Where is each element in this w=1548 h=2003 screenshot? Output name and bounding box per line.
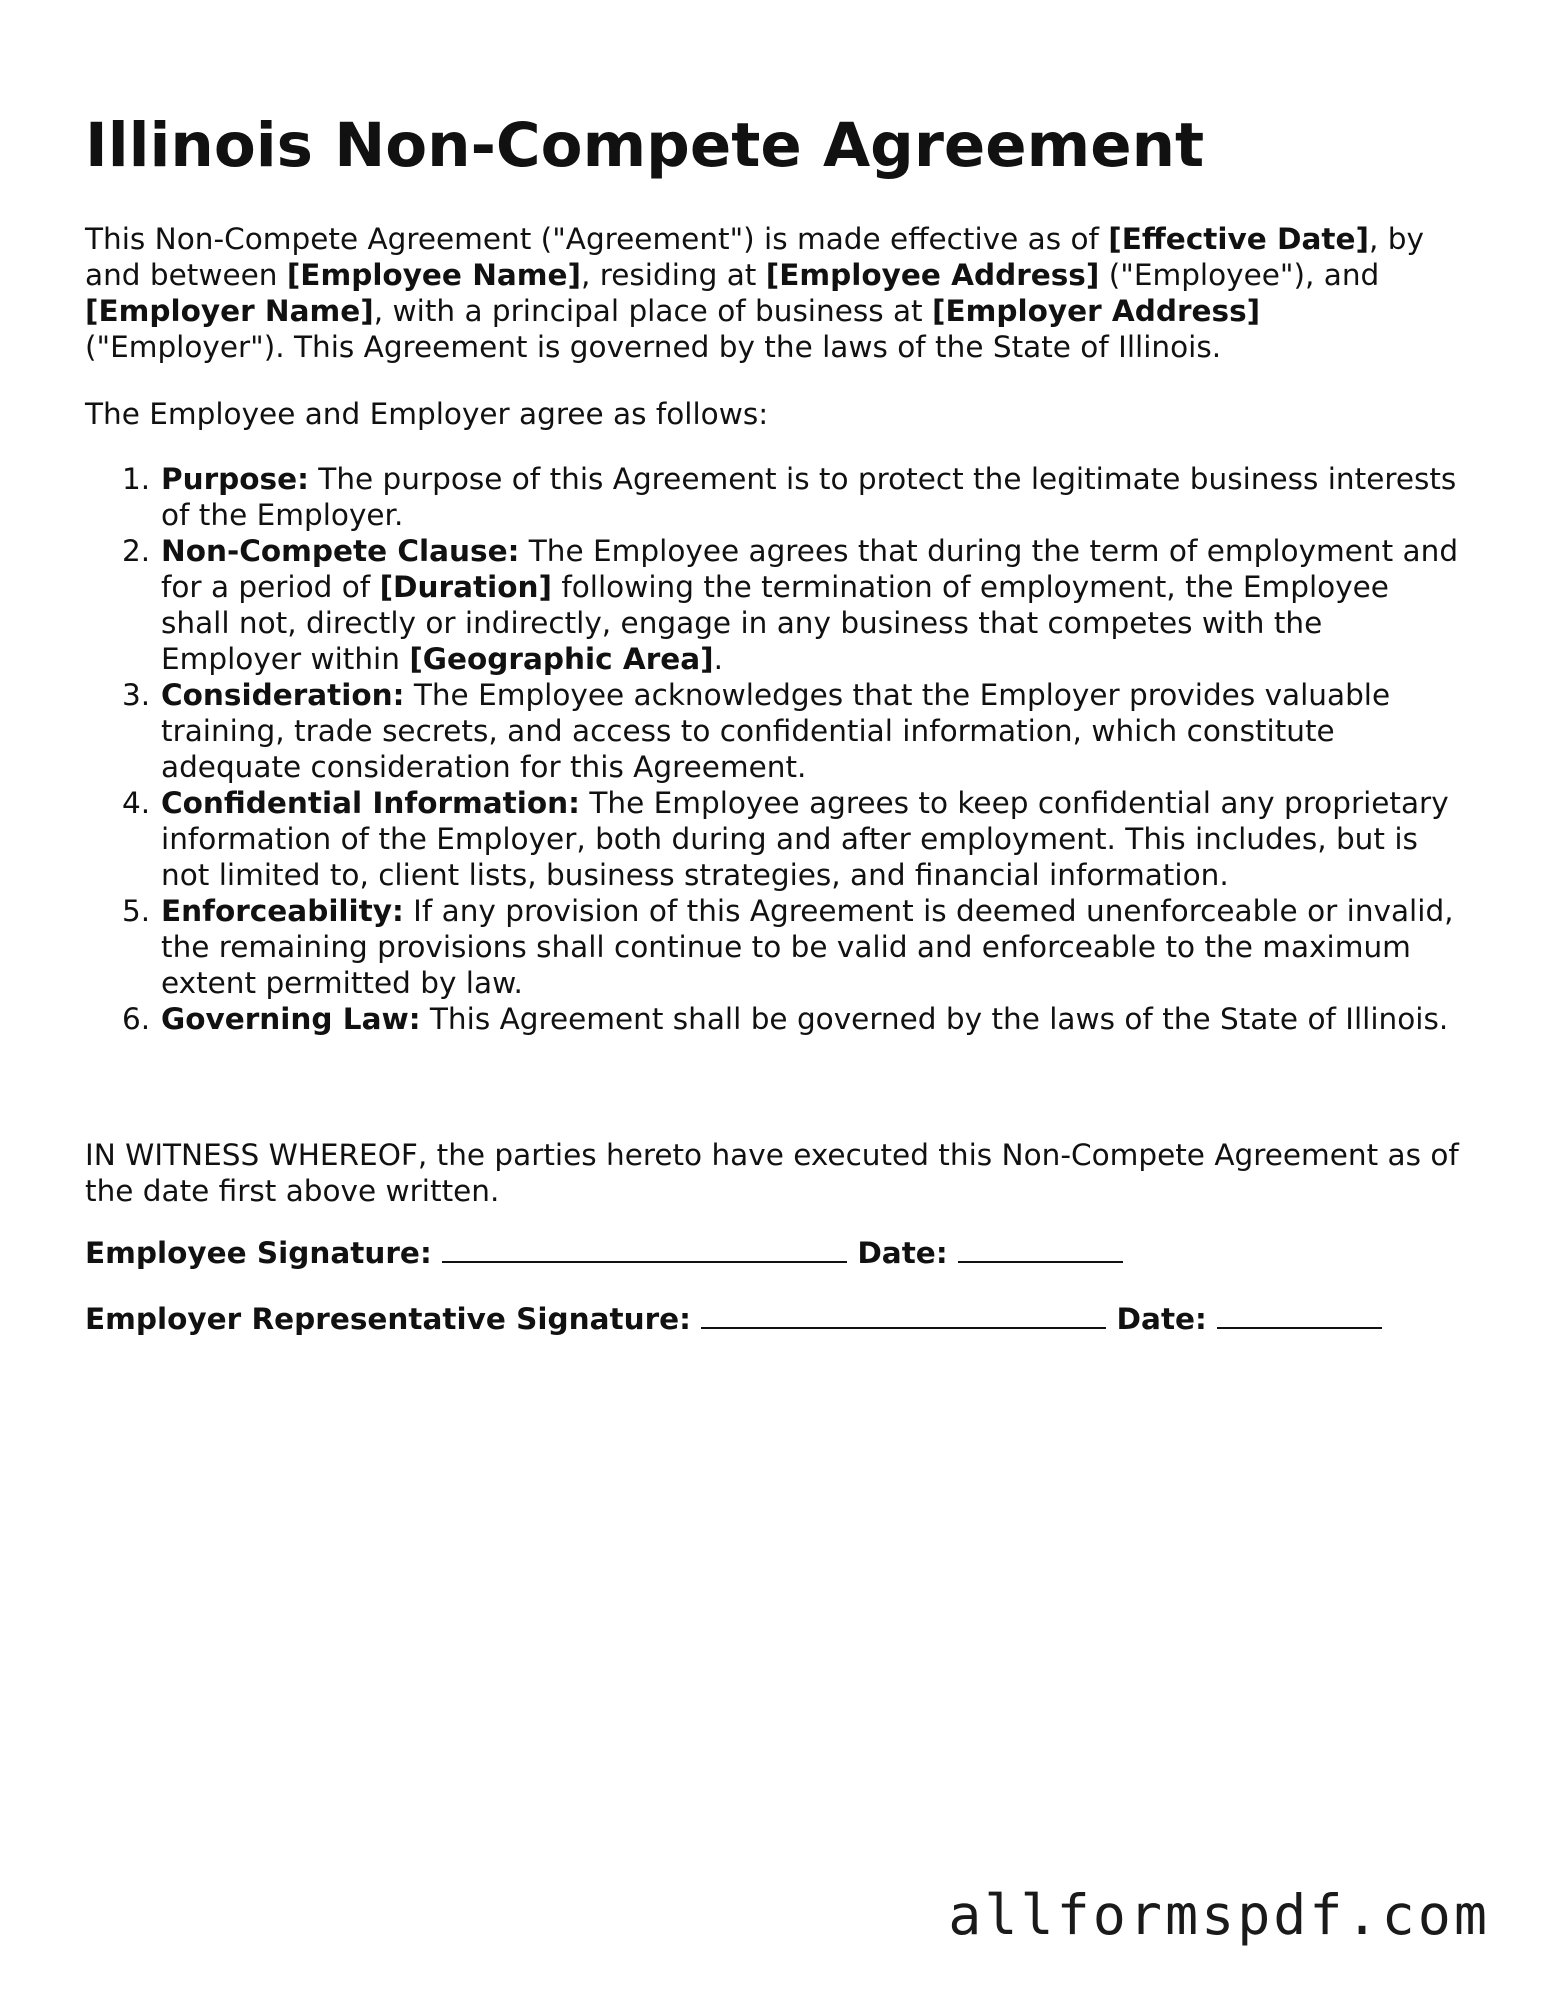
document-title: Illinois Non-Compete Agreement [85, 110, 1205, 181]
clause-heading: Confidential Information: [161, 786, 580, 820]
intro-text-1: This Non-Compete Agreement ("Agreement") is made effective as of [85, 222, 1109, 256]
employer-signature-line[interactable] [701, 1301, 1106, 1329]
agree-line: The Employee and Employer agree as follows: [85, 397, 769, 431]
employee-name-placeholder: [Employee Name] [286, 258, 582, 292]
intro-text-6: ("Employer"). This Agreement is governed by the laws of the State of Illinois. [85, 330, 1222, 364]
effective-date-placeholder: [Effective Date] [1108, 222, 1370, 256]
employee-date-line[interactable] [958, 1235, 1123, 1263]
employee-address-placeholder: [Employee Address] [765, 258, 1100, 292]
duration-placeholder: [Duration] [379, 570, 552, 604]
intro-text-5: , with a principal place of business at [373, 294, 932, 328]
clause-number: 2. [122, 534, 151, 568]
clause-heading: Consideration: [161, 678, 405, 712]
clause-heading: Governing Law: [161, 1002, 421, 1036]
site-watermark: allformspdf.com [948, 1883, 1490, 1947]
clause-text: The Employee agrees to keep confidential any proprietary information of the Employer, both during and after employment. This includes, but is not limited to, client lists, business strategies, and financial information. [161, 786, 1449, 892]
clause-item [85, 461, 1465, 533]
clause-heading: Non-Compete Clause: [161, 534, 520, 568]
clause-item [85, 1001, 1465, 1037]
clause-text: If any provision of this Agreement is deemed unenforceable or invalid, the remaining provisions shall continue to be valid and enforceable to the maximum extent permitted by law. [161, 894, 1454, 1000]
clause-text: The purpose of this Agreement is to protect the legitimate business interests of the Employer. [161, 462, 1457, 532]
clause-number: 3. [122, 678, 151, 712]
intro-text-2: , by and between [85, 222, 1424, 292]
clause-number: 6. [122, 1002, 151, 1036]
clause-number: 5. [122, 894, 151, 928]
employee-date-label: Date: [857, 1236, 948, 1270]
geographic-area-placeholder: [Geographic Area] [409, 642, 714, 676]
employer-signature-label: Employer Representative Signature: [85, 1302, 691, 1336]
clause-text: The Employee acknowledges that the Employer provides valuable training, trade secrets, and access to confidential information, which constitute adequate consideration for this Agreement. [161, 678, 1391, 784]
clause-text: The Employee agrees that during the term of employment and for a period of [161, 534, 1459, 604]
intro-paragraph [85, 221, 1465, 365]
employer-name-placeholder: [Employer Name] [85, 294, 374, 328]
intro-text-3: , residing at [581, 258, 766, 292]
employer-address-placeholder: [Employer Address] [932, 294, 1261, 328]
employee-signature-label: Employee Signature: [85, 1236, 432, 1270]
clause-item [85, 893, 1465, 1001]
clause-heading: Purpose: [161, 462, 309, 496]
employer-signature-row [85, 1301, 1382, 1337]
employer-date-label: Date: [1116, 1302, 1207, 1336]
clause-heading: Enforceability: [161, 894, 404, 928]
witness-paragraph: IN WITNESS WHEREOF, the parties hereto have executed this Non-Compete Agreement as of the date first above written. [85, 1138, 1459, 1208]
employee-signature-row [85, 1235, 1123, 1271]
clause-item [85, 677, 1465, 785]
clause-text: . [713, 642, 724, 676]
clause-number: 1. [122, 462, 151, 496]
employer-date-line[interactable] [1217, 1301, 1382, 1329]
clause-item [85, 533, 1465, 677]
clause-text: following the termination of employment, the Employee shall not, directly or indirectly, engage in any business that competes with the Employer within [161, 570, 1389, 676]
clause-number: 4. [122, 786, 151, 820]
clause-text: This Agreement shall be governed by the laws of the State of Illinois. [420, 1002, 1449, 1036]
intro-text-4: ("Employee"), and [1099, 258, 1380, 292]
clause-list [85, 461, 1465, 1037]
employee-signature-line[interactable] [442, 1235, 847, 1263]
clause-item [85, 785, 1465, 893]
